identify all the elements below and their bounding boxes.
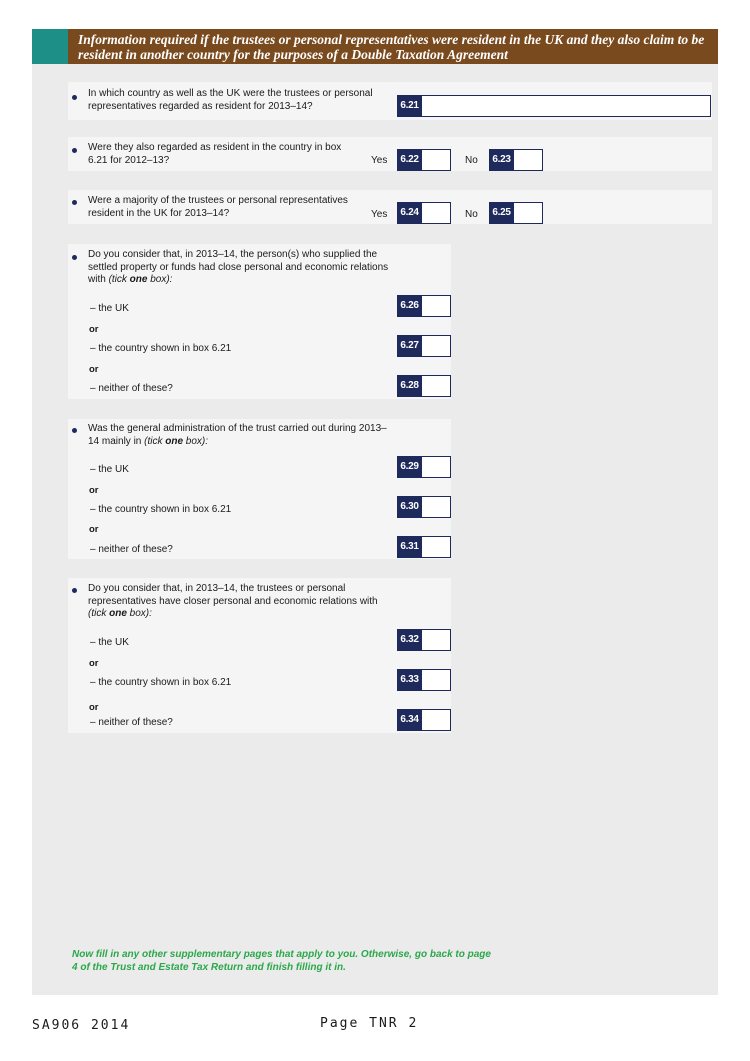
question-text: Do you consider that, in 2013–14, the trustees or personal representatives have closer personal and economic relations with (tick one box):: [88, 583, 378, 619]
box-number: 6.23: [489, 149, 514, 171]
option-label: – neither of these?: [90, 383, 173, 394]
question-text: Were a majority of the trustees or personal representatives resident in the UK for 2013–14?: [88, 195, 348, 219]
option-label: – neither of these?: [90, 544, 173, 555]
option-label: – the country shown in box 6.21: [90, 343, 232, 354]
no-checkbox[interactable]: [489, 149, 543, 171]
question-text: Were they also regarded as resident in the country in box 6.21 for 2012–13?: [88, 142, 342, 166]
option-checkbox[interactable]: [397, 295, 451, 317]
option-checkbox[interactable]: [397, 709, 451, 731]
bullet-icon: [72, 588, 77, 593]
instruction-note: Now fill in any other supplementary pages that apply to you. Otherwise, go back to page 4 of the Trust and Estate Tax Return and finish filling it in.: [72, 949, 491, 973]
section-title: Information required if the trustees or personal representatives were resident in the UK and they also claim to be resident in another country for the purposes of a Double Taxation Agreement: [78, 32, 705, 62]
box-number: 6.34: [397, 709, 422, 731]
box-number: 6.27: [397, 335, 422, 357]
option-checkbox[interactable]: [397, 629, 451, 651]
box-number: 6.30: [397, 496, 422, 518]
header-accent: [32, 29, 68, 64]
bullet-icon: [72, 148, 77, 153]
question-text: In which country as well as the UK were the trustees or personal representatives regarded as resident for 2013–14?: [88, 88, 373, 112]
no-checkbox[interactable]: [489, 202, 543, 224]
bullet-icon: [72, 428, 77, 433]
option-checkbox[interactable]: [397, 669, 451, 691]
page-label: Page TNR 2: [320, 1016, 419, 1031]
box-number: 6.33: [397, 669, 422, 691]
box-number: 6.22: [397, 149, 422, 171]
option-checkbox[interactable]: [397, 496, 451, 518]
yes-checkbox[interactable]: [397, 149, 451, 171]
box-number: 6.28: [397, 375, 422, 397]
no-label: No: [465, 155, 478, 166]
option-label: – the UK: [90, 464, 129, 475]
box-number: 6.32: [397, 629, 422, 651]
option-label: – the country shown in box 6.21: [90, 504, 232, 515]
option-checkbox[interactable]: [397, 536, 451, 558]
option-label: – the UK: [90, 637, 129, 648]
country-input-box[interactable]: [397, 95, 711, 117]
or-label: or: [89, 524, 99, 535]
box-number: 6.29: [397, 456, 422, 478]
or-label: or: [89, 364, 99, 375]
yes-checkbox[interactable]: [397, 202, 451, 224]
box-number: 6.31: [397, 536, 422, 558]
yes-label: Yes: [371, 209, 388, 220]
bullet-icon: [72, 200, 77, 205]
option-label: – neither of these?: [90, 717, 173, 728]
section-header: [68, 29, 718, 64]
question-text: Was the general administration of the trust carried out during 2013–14 mainly in (tick one box):: [88, 423, 387, 447]
option-checkbox[interactable]: [397, 335, 451, 357]
or-label: or: [89, 485, 99, 496]
no-label: No: [465, 209, 478, 220]
bullet-icon: [72, 255, 77, 260]
option-label: – the country shown in box 6.21: [90, 677, 232, 688]
or-label: or: [89, 658, 99, 669]
box-number: 6.25: [489, 202, 514, 224]
option-label: – the UK: [90, 303, 129, 314]
bullet-icon: [72, 95, 77, 100]
yes-label: Yes: [371, 155, 388, 166]
or-label: or: [89, 702, 99, 713]
form-code: SA906 2014: [32, 1018, 131, 1033]
or-label: or: [89, 324, 99, 335]
box-number: 6.24: [397, 202, 422, 224]
option-checkbox[interactable]: [397, 375, 451, 397]
box-number: 6.21: [397, 95, 422, 117]
box-number: 6.26: [397, 295, 422, 317]
question-text: Do you consider that, in 2013–14, the person(s) who supplied the settled property or funds had close personal and economic relations with (tick one box):: [88, 249, 389, 285]
option-checkbox[interactable]: [397, 456, 451, 478]
